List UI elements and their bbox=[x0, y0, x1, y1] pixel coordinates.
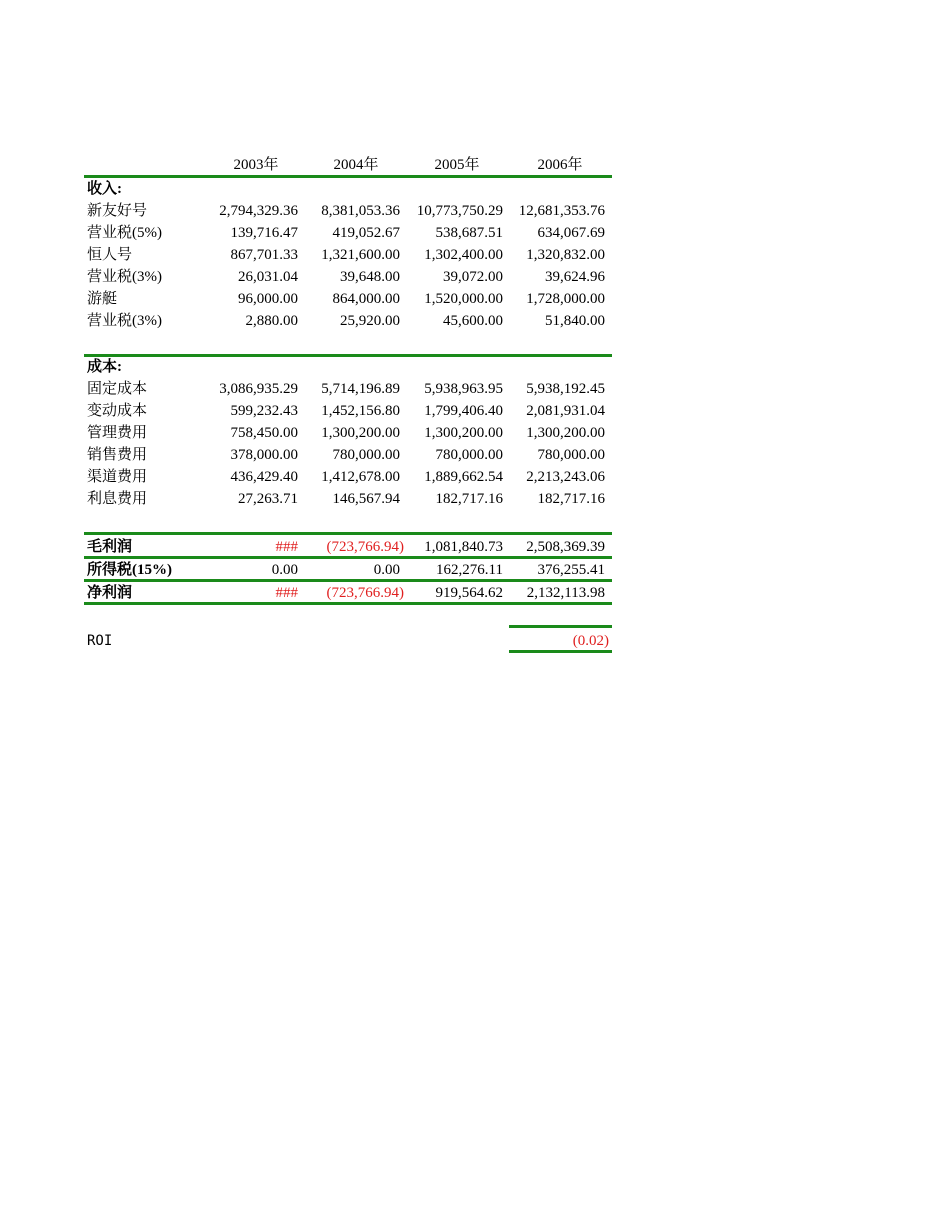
value-cell[interactable]: 2,132,113.98 bbox=[526, 585, 605, 601]
row-label[interactable]: 毛利润 bbox=[87, 539, 133, 555]
value-cell[interactable]: 25,920.00 bbox=[340, 313, 400, 329]
table-row bbox=[84, 310, 612, 332]
value-cell[interactable]: (723,766.94) bbox=[326, 585, 404, 601]
value-cell[interactable]: 1,302,400.00 bbox=[424, 247, 503, 263]
value-cell[interactable]: 0.00 bbox=[373, 562, 400, 578]
value-cell[interactable]: 5,714,196.89 bbox=[321, 381, 400, 397]
row-label[interactable]: 营业税(3%) bbox=[87, 269, 162, 285]
value-cell[interactable]: 1,412,678.00 bbox=[321, 469, 400, 485]
spreadsheet bbox=[84, 154, 612, 652]
year-header[interactable]: 2006年 bbox=[537, 157, 583, 173]
value-cell[interactable]: ### bbox=[275, 585, 298, 601]
row-label[interactable]: 恒人号 bbox=[87, 247, 133, 263]
table-row bbox=[84, 400, 612, 422]
value-cell[interactable]: 1,320,832.00 bbox=[526, 247, 605, 263]
value-cell[interactable]: 780,000.00 bbox=[537, 447, 605, 463]
table-row bbox=[84, 288, 612, 310]
value-cell[interactable]: 12,681,353.76 bbox=[518, 203, 605, 219]
table-row bbox=[84, 266, 612, 288]
table-row bbox=[84, 466, 612, 488]
value-cell[interactable]: 5,938,192.45 bbox=[526, 381, 605, 397]
value-cell[interactable]: 162,276.11 bbox=[436, 562, 503, 578]
roi-value[interactable]: (0.02) bbox=[572, 633, 609, 649]
value-cell[interactable]: 96,000.00 bbox=[238, 291, 298, 307]
table-row bbox=[84, 444, 612, 466]
value-cell[interactable]: 26,031.04 bbox=[238, 269, 298, 285]
value-cell[interactable]: 51,840.00 bbox=[545, 313, 605, 329]
income-tax-row bbox=[84, 559, 612, 581]
value-cell[interactable]: 1,300,200.00 bbox=[321, 425, 400, 441]
row-label[interactable]: 利息费用 bbox=[87, 491, 148, 507]
table-row bbox=[84, 488, 612, 510]
roi-row bbox=[84, 630, 612, 652]
table-row bbox=[84, 200, 612, 222]
income-section-title[interactable]: 收入: bbox=[87, 181, 122, 197]
roi-bottom-rule bbox=[509, 650, 612, 653]
value-cell[interactable]: 419,052.67 bbox=[332, 225, 400, 241]
table-row bbox=[84, 244, 612, 266]
table-row bbox=[84, 222, 612, 244]
value-cell[interactable]: 5,938,963.95 bbox=[424, 381, 503, 397]
table-row bbox=[84, 422, 612, 444]
value-cell[interactable]: 1,799,406.40 bbox=[424, 403, 503, 419]
value-cell[interactable]: 780,000.00 bbox=[332, 447, 400, 463]
value-cell[interactable]: 182,717.16 bbox=[537, 491, 605, 507]
header-row bbox=[84, 154, 612, 176]
value-cell[interactable]: 634,067.69 bbox=[537, 225, 605, 241]
row-label[interactable]: 净利润 bbox=[87, 585, 133, 601]
value-cell[interactable]: 1,728,000.00 bbox=[526, 291, 605, 307]
value-cell[interactable]: 1,520,000.00 bbox=[424, 291, 503, 307]
net-profit-row bbox=[84, 582, 612, 604]
value-cell[interactable]: 2,508,369.39 bbox=[526, 539, 605, 555]
value-cell[interactable]: 39,624.96 bbox=[545, 269, 605, 285]
value-cell[interactable]: 1,452,156.80 bbox=[321, 403, 400, 419]
value-cell[interactable]: (723,766.94) bbox=[326, 539, 404, 555]
income-title-row bbox=[84, 178, 612, 200]
value-cell[interactable]: 10,773,750.29 bbox=[416, 203, 503, 219]
blank-row bbox=[84, 510, 612, 532]
row-label[interactable]: 渠道费用 bbox=[87, 469, 148, 485]
value-cell[interactable]: 2,794,329.36 bbox=[219, 203, 298, 219]
value-cell[interactable]: 780,000.00 bbox=[435, 447, 503, 463]
value-cell[interactable]: 45,600.00 bbox=[443, 313, 503, 329]
roi-label[interactable]: ROI bbox=[87, 633, 113, 649]
value-cell[interactable]: 758,450.00 bbox=[230, 425, 298, 441]
value-cell[interactable]: 2,213,243.06 bbox=[526, 469, 605, 485]
gross-profit-row bbox=[84, 536, 612, 558]
roi-top-rule bbox=[509, 625, 612, 628]
row-label[interactable]: 销售费用 bbox=[87, 447, 148, 463]
value-cell[interactable]: 2,880.00 bbox=[245, 313, 298, 329]
value-cell[interactable]: 3,086,935.29 bbox=[219, 381, 298, 397]
gross-profit-rule bbox=[84, 532, 612, 535]
year-header[interactable]: 2004年 bbox=[333, 157, 379, 173]
value-cell[interactable]: 538,687.51 bbox=[435, 225, 503, 241]
row-label[interactable]: 新友好号 bbox=[87, 203, 148, 219]
value-cell[interactable]: 436,429.40 bbox=[230, 469, 298, 485]
value-cell[interactable]: 27,263.71 bbox=[238, 491, 298, 507]
year-header[interactable]: 2003年 bbox=[233, 157, 279, 173]
blank-row bbox=[84, 332, 612, 354]
value-cell[interactable]: 1,300,200.00 bbox=[526, 425, 605, 441]
row-label[interactable]: 管理费用 bbox=[87, 425, 148, 441]
value-cell[interactable]: 2,081,931.04 bbox=[526, 403, 605, 419]
value-cell[interactable]: 1,321,600.00 bbox=[321, 247, 400, 263]
row-label[interactable]: 营业税(3%) bbox=[87, 313, 162, 329]
row-label[interactable]: 所得税(15%) bbox=[87, 562, 172, 578]
year-header[interactable]: 2005年 bbox=[434, 157, 480, 173]
value-cell[interactable]: 919,564.62 bbox=[435, 585, 503, 601]
cost-title-row bbox=[84, 356, 612, 378]
table-row bbox=[84, 378, 612, 400]
value-cell[interactable]: 867,701.33 bbox=[230, 247, 298, 263]
value-cell[interactable]: 39,072.00 bbox=[443, 269, 503, 285]
net-profit-bottom-rule bbox=[84, 602, 612, 605]
row-label[interactable]: 游艇 bbox=[87, 291, 118, 307]
row-label[interactable]: 变动成本 bbox=[87, 403, 148, 419]
value-cell[interactable]: 376,255.41 bbox=[537, 562, 605, 578]
value-cell[interactable]: 182,717.16 bbox=[435, 491, 503, 507]
value-cell[interactable]: 1,081,840.73 bbox=[424, 539, 503, 555]
cost-section-title[interactable]: 成本: bbox=[87, 359, 122, 375]
value-cell[interactable]: 864,000.00 bbox=[332, 291, 400, 307]
value-cell[interactable]: 0.00 bbox=[271, 562, 298, 578]
value-cell[interactable]: 1,889,662.54 bbox=[424, 469, 503, 485]
row-label[interactable]: 固定成本 bbox=[87, 381, 148, 397]
value-cell[interactable]: 146,567.94 bbox=[332, 491, 400, 507]
value-cell[interactable]: 139,716.47 bbox=[230, 225, 298, 241]
value-cell[interactable]: 39,648.00 bbox=[340, 269, 400, 285]
value-cell[interactable]: 599,232.43 bbox=[230, 403, 298, 419]
value-cell[interactable]: 1,300,200.00 bbox=[424, 425, 503, 441]
value-cell[interactable]: 8,381,053.36 bbox=[321, 203, 400, 219]
value-cell[interactable]: ### bbox=[275, 539, 298, 555]
value-cell[interactable]: 378,000.00 bbox=[230, 447, 298, 463]
row-label[interactable]: 营业税(5%) bbox=[87, 225, 162, 241]
